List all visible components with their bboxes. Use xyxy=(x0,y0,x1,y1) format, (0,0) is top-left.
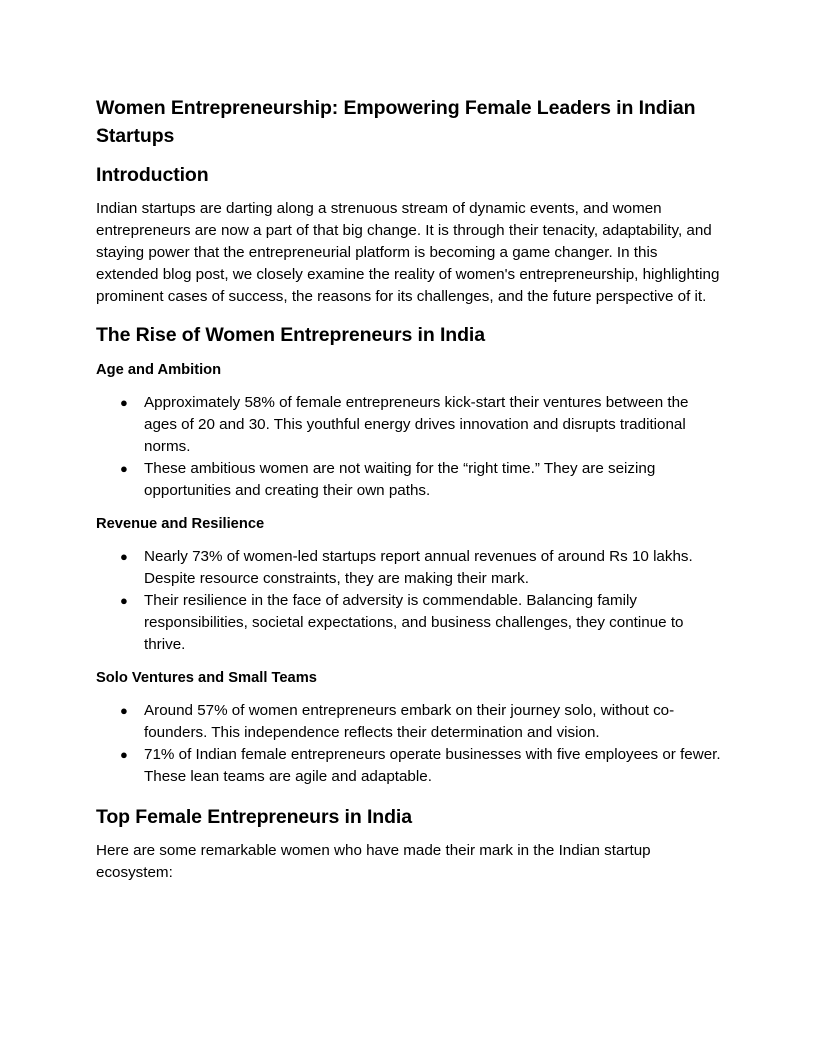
list-item-text: These ambitious women are not waiting for the “right time.” They are seizing opportunities and creating their own paths. xyxy=(144,460,656,499)
top-heading: Top Female Entrepreneurs in India xyxy=(96,806,412,828)
list-item-text: Nearly 73% of women-led startups report annual revenues of around Rs 10 lakhs. Despite resource constraints, they are making their mark. xyxy=(144,548,693,587)
list-item-text: 71% of Indian female entrepreneurs operate businesses with five employees or fewer. These lean teams are agile and adaptable. xyxy=(144,746,721,785)
bullet-icon: ● xyxy=(120,549,128,564)
document-title: Women Entrepreneurship: Empowering Female Leaders in Indian Startups xyxy=(96,97,696,147)
list-item xyxy=(96,700,724,744)
top-paragraph: Here are some remarkable women who have made their mark in the Indian startup ecosystem: xyxy=(96,842,651,881)
rise-heading: The Rise of Women Entrepreneurs in India xyxy=(96,324,485,346)
bullet-icon: ● xyxy=(120,395,128,410)
list-item xyxy=(96,744,724,788)
intro-paragraph: Indian startups are darting along a strenuous stream of dynamic events, and women entrepreneurs are now a part of that big change. It is through their tenacity, adaptability, and staying power that the entrepreneurial platform is becoming a game changer. In this extended blog post, we closely examine the reality of women's entrepreneurship, highlighting prominent cases of success, the reasons for its challenges, and the future perspective of it. xyxy=(96,200,720,305)
bullet-icon: ● xyxy=(120,703,128,718)
intro-heading: Introduction xyxy=(96,164,209,186)
bullet-icon: ● xyxy=(120,593,128,608)
age-ambition-heading: Age and Ambition xyxy=(96,362,222,378)
solo-ventures-heading: Solo Ventures and Small Teams xyxy=(96,670,317,686)
list-item xyxy=(96,392,724,458)
list-item-text: Their resilience in the face of adversity is commendable. Balancing family responsibilities, societal expectations, and business challenges, they continue to thrive. xyxy=(144,592,684,653)
bullet-icon: ● xyxy=(120,461,128,476)
age-ambition-list xyxy=(96,392,724,502)
revenue-resilience-list xyxy=(96,546,724,656)
list-item-text: Around 57% of women entrepreneurs embark on their journey solo, without co-founders. This independence reflects their determination and vision. xyxy=(144,702,675,741)
document-page xyxy=(96,94,724,898)
list-item xyxy=(96,546,724,590)
revenue-resilience-heading: Revenue and Resilience xyxy=(96,516,265,532)
bullet-icon: ● xyxy=(120,747,128,762)
solo-ventures-list xyxy=(96,700,724,788)
list-item-text: Approximately 58% of female entrepreneurs kick-start their ventures between the ages of 20 and 30. This youthful energy drives innovation and disrupts traditional norms. xyxy=(144,394,689,455)
list-item xyxy=(96,458,724,502)
list-item xyxy=(96,590,724,656)
